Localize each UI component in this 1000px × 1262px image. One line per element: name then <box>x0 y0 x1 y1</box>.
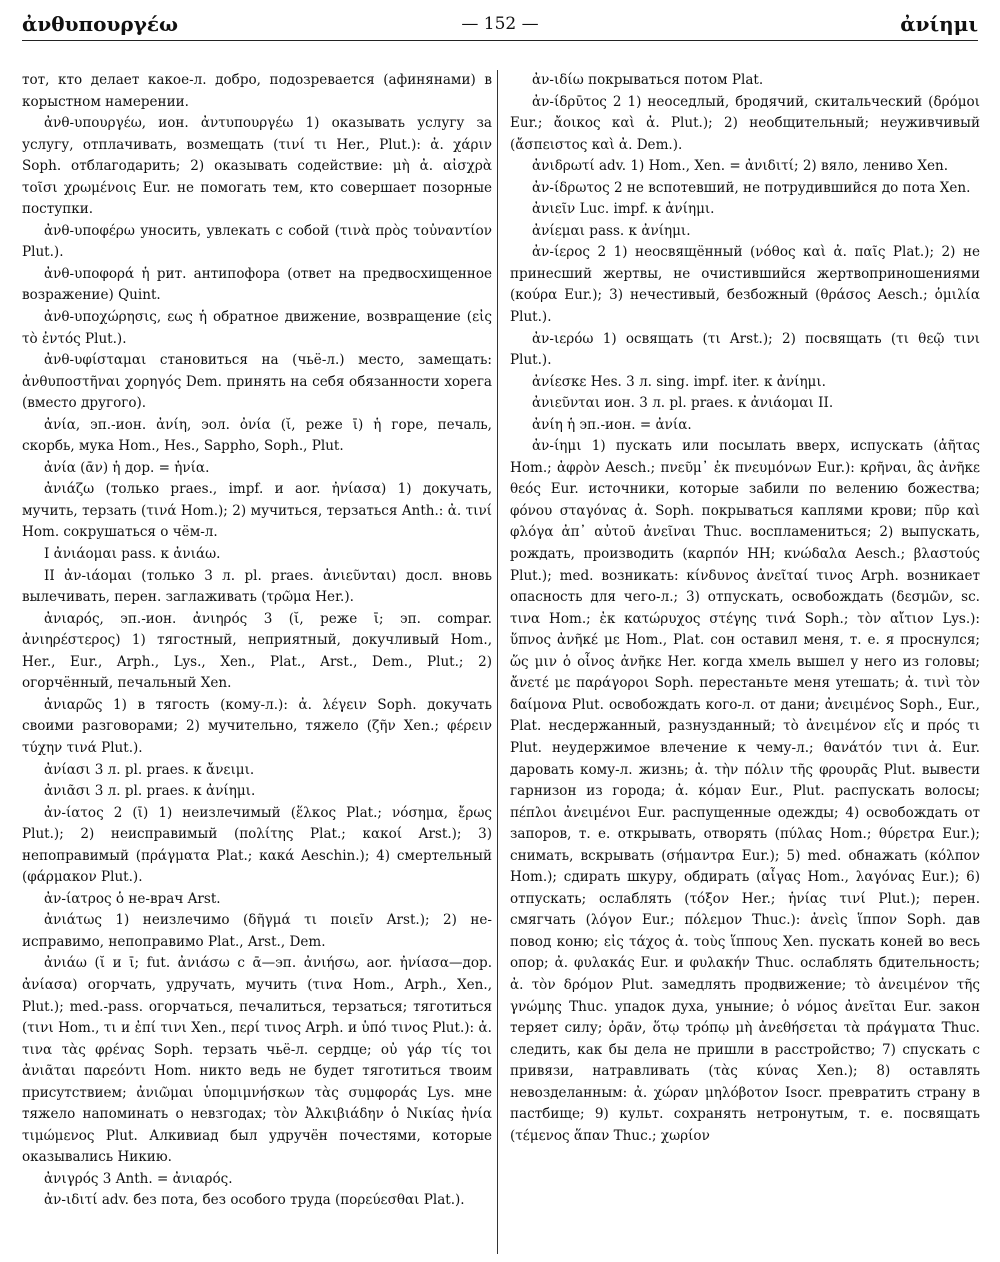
dictionary-entry: ἀνιδρωτί adv. 1) Hom., Xen. = ἀνιδιτί; 2) вяло, лениво Xen. <box>532 158 949 175</box>
dictionary-entry: тот, кто делает какое-л. добро, подозревается (афинянами) в корыстном намерении. <box>22 72 492 110</box>
column-divider <box>497 70 498 1254</box>
dictionary-entry: II ἀν-ιάομαι (только 3 л. pl. praes. ἀνιεῦνται) досл. вновь вылечивать, перен. заглаживать (τρῶμα Her.). <box>22 567 492 606</box>
dictionary-entry: I ἀνιάομαι pass. к ἀνιάω. <box>44 546 221 563</box>
dictionary-entry: ἀνίη ἡ эп.-ион. = ἀνία. <box>532 416 692 433</box>
dictionary-entry: ἀν-ιδιτί adv. без пота, без особого труда (πορεύεσθαι Plat.). <box>44 1192 465 1209</box>
dictionary-entry: ἀνθ-υπουργέω, ион. ἀντυπουργέω 1) оказывать услугу за услугу, отплачивать, возмещать (τινί τι Her., Plut.): ἀ. χάριν Soph. отблагодарить; 2) оказывать содействие: μὴ ἀ. αἰσχρὰ τοῖσι χρωμένοις Eur. не помогать тем, кто совершает позорные поступки. <box>22 115 492 218</box>
dictionary-entry: ἀνθ-υφίσταμαι становиться на (чьё-л.) место, замещать: ἀνθυποστῆναι χορηγός Dem. принять на себя обязанности хорега (вместо другого). <box>22 352 492 412</box>
dictionary-entry: ἀν-ίατρος ὁ не-врач Arst. <box>44 890 221 907</box>
dictionary-entry: ἀνιάω (ῐ и ῑ; fut. ἀνιάσω с ᾱ—эп. ἀνιήσω, aor. ἠνίασα—дор. ἀνίασα) огорчать, удручать, мучить (τινα Hom., Arph., Xen., Plut.); med.-pass. огорчаться, печалиться, терзаться; тяготиться (τινι Hom., τι и ἐπί τινι Xen., περί τινος Arph. и ὑπό τινος Plut.): ἀ. τινα τὰς φρένας Soph. терзать чьё-л. сердце; οὐ γάρ τίς τοι ἀνιᾶται παρεόντι Hom. никто ведь не будет тяготиться твоим присутствием; ἀνιῶμαι ὑπομιμνήσκων τὰς συμφοράς Lys. мне тяжело напоминать о невзгодах; τὸν Ἀλκιβιάδην ὁ Νικίας ἠνία τιμώμενος Plut. Алкивиад был удручён почестями, которые оказывались Никию. <box>22 955 492 1166</box>
dictionary-entry: ἀνιάτως 1) неизлечимо (δῆγμά τι ποιεῖν Arst.); 2) неисправимо, непоправимо Plat., Arst., Dem. <box>22 912 492 950</box>
dictionary-entry: ἀνίεσκε Hes. 3 л. sing. impf. iter. к ἀνίημι. <box>532 373 826 390</box>
page-number: — 152 — <box>461 14 539 34</box>
dictionary-entry: ἀν-ιερόω 1) освящать (τι Arst.); 2) посвящать (τι θεῷ τινι Plut.). <box>510 330 980 369</box>
dictionary-entry: ἀν-ιδίω покрываться потом Plat. <box>532 72 764 88</box>
dictionary-entry: ἀνιγρός 3 Anth. = ἀνιαρός. <box>44 1170 233 1187</box>
dictionary-entry: ἀνιεῦνται ион. 3 л. pl. praes. к ἀνιάομαι II. <box>532 395 834 412</box>
dictionary-entry: ἀνιάζω (только praes., impf. и aor. ἠνίασα) 1) докучать, мучить, терзать (τινά Hom.); 2) мучиться, терзаться Anth.: ἀ. τινί Hom. сокрушаться о чём-л. <box>22 481 492 541</box>
left-column <box>22 70 492 1254</box>
dictionary-entry: ἀνθ-υποχώρησις, εως ἡ обратное движение, возвращение (εἰς τὸ ἐντός Plut.). <box>22 309 492 347</box>
dictionary-entry: ἀν-ίδρῡτος 2 1) неоседлый, бродячий, скитальческий (δρόμοι Eur.; ἄοικος καὶ ἀ. Plut.); 2) необщительный; неуживчивый (ἄσπειστος καὶ ἀ. Dem.). <box>510 93 980 153</box>
dictionary-entry: ἀνία (ᾱν) ἡ дор. = ἡνία. <box>44 459 210 476</box>
left-running-headword: ἀνθυπουργέω <box>22 12 179 36</box>
dictionary-entry: ἀνιαρός, эп.-ион. ἀνιηρός 3 (ῐ, реже ῑ; эп. compar. ἀνιηρέστερος) 1) тягостный, неприятный, докучливый Hom., Her., Eur., Arph., Lys., Xen., Plat., Arst., Dem., Plut.; 2) огорчённый, печальный Xen. <box>22 610 492 692</box>
dictionary-entry: ἀνιεῖν Luc. impf. к ἀνίημι. <box>532 201 715 218</box>
dictionary-entry: ἀνιᾶσι 3 л. pl. praes. к ἀνίημι. <box>44 783 256 800</box>
dictionary-entry: ἀνία, эп.-ион. ἀνίη, эол. ὀνία (ῐ, реже ῑ) ἡ горе, печаль, скорбь, мука Hom., Hes., Sappho, Soph., Plut. <box>22 416 492 455</box>
dictionary-entry: ἀν-ίδρωτος 2 не вспотевший, не потрудившийся до пота Xen. <box>532 179 971 196</box>
right-column <box>510 70 980 1254</box>
dictionary-entry: ἀνθ-υποφορά ἡ рит. антипофора (ответ на предвосхищенное возражение) Quint. <box>22 265 492 304</box>
dictionary-entry: ἀνθ-υποφέρω уносить, увлекать с собой (τινὰ πρὸς τοὐναντίον Plut.). <box>22 222 492 261</box>
dictionary-entry: ἀν-ίερος 2 1) неосвящённый (νόθος καὶ ἀ. παῖς Plat.); 2) не принесший жертвы, не очистившийся жертвоприношениями (κούρα Eur.); 3) нечестивый, безбожный (θράσος Aesch.; ὁμιλία Plut.). <box>510 244 980 326</box>
dictionary-entry: ἀνίασι 3 л. pl. praes. к ἄνειμι. <box>44 761 255 778</box>
right-running-headword: ἀνίημι <box>900 12 978 36</box>
dictionary-entry: ἀν-ίατος 2 (ῑ) 1) неизлечимый (ἕλκος Plat.; νόσημα, ἔρως Plut.); 2) неисправимый (πολίτης Plat.; κακοί Arst.); 3) непоправимый (πράγματα Plat.; κακά Aeschin.); 4) смертельный (φάρμακον Plut.). <box>22 804 492 886</box>
page-header <box>22 8 978 41</box>
dictionary-entry: ἀνίεμαι pass. к ἀνίημι. <box>532 222 691 239</box>
dictionary-entry: ἀν-ίημι 1) пускать или посылать вверх, испускать (ἀῆτας Hom.; ἀφρὸν Aesch.; πνεῦμ᾽ ἐκ πνευμόνων Eur.): κρῆναι, ἃς ἀνῆκε θεός Eur. источники, которые забили по велению божества; φόνου σταγόνας ἀ. Soph. покрываться каплями крови; πῦρ καὶ φλόγα ἀπ᾽ αὐτοῦ ἀνεῖναι Thuc. воспламениться; 2) выпускать, рождать, производить (καρπόν HH; κνώδαλα Aesch.; βλαστούς Plut.); med. возникать: κίνδυνος ἀνεῖταί τινος Arph. возникает опасность для чего-л.; 3) отпускать, освобождать (δεσμῶν, sc. τινα Hom.; ἐκ κατώρυχος στέγης τινά Soph.; τὸν αἴτιον Lys.): ὕπνος ἀνῆκέ με Hom., Plat. сон оставил меня, т. е. я проснулся; ὥς μιν ὁ οἶνος ἀνῆκε Her. когда хмель вышел у него из головы; ἄνετέ με παράγοροι Soph. перестаньте меня утешать; ἀ. τινὶ τὸν δαίμονα Plut. освобождать кого-л. от дани; ἀνειμένος Soph., Eur., Plat. несдержанный, разнузданный; τὸ ἀνειμένον εἴς и πρός τι Plut. неудержимое влечение к чему-л.; θανάτόν τινι ἀ. Eur. даровать кому-л. жизнь; ἀ. τὴν πόλιν τῆς φρουρᾶς Plut. вывести гарнизон из города; ἀ. κόμαν Eur., Plut. распускать волосы; πέπλοι ἀνειμένοι Eur. распущенные одежды; 4) освобождать от запоров, т. е. открывать, отворять (πύλας Hom.; θύρετρα Eur.); снимать, вскрывать (σήμαντρα Eur.); 5) med. обнажать (κόλπον Hom.); сдирать шкуру, обдирать (αἶγας Hom., λαγόνας Eur.); 6) отпускать; ослаблять (τόξον Her.; ἡνίας τινί Plut.); перен. смягчать (λόγον Eur.; πόλεμον Thuc.): ἀνεὶς ἵππον Soph. дав повод коню; εἰς τάχος ἀ. τοὺς ἵππους Xen. пускать коней во весь опор; ἀ. φυλακάς Eur. и φυλακήν Thuc. ослаблять бдительность; ἀ. τὸν δρόμον Plut. замедлять продвижение; τὸ ἀνειμένον τῆς γνώμης Thuc. упадок духа, уныние; ὁ νόμος ἀνεῖται Eur. закон теряет силу; ὁρᾶν, ὅτῳ τρόπῳ μὴ ἀνεθήσεται τὰ πράγματα Thuc. следить, как бы дела не пришли в расстройство; 7) спускать с привязи, натравливать (τὰς κύνας Xen.); 8) оставлять невозделанным: ἀ. χώραν μηλόβοτον Isocr. превратить страну в пастбище; 9) культ. сохранять нетронутым, т. е. посвящать (τέμενος ἅπαν Thuc.; χωρίον <box>510 438 980 1144</box>
dictionary-entry: ἀνιαρῶς 1) в тягость (кому-л.): ἀ. λέγειν Soph. докучать своими разговорами; 2) мучительно, тяжело (ζῆν Xen.; φέρειν τύχην τινά Plut.). <box>22 696 492 756</box>
